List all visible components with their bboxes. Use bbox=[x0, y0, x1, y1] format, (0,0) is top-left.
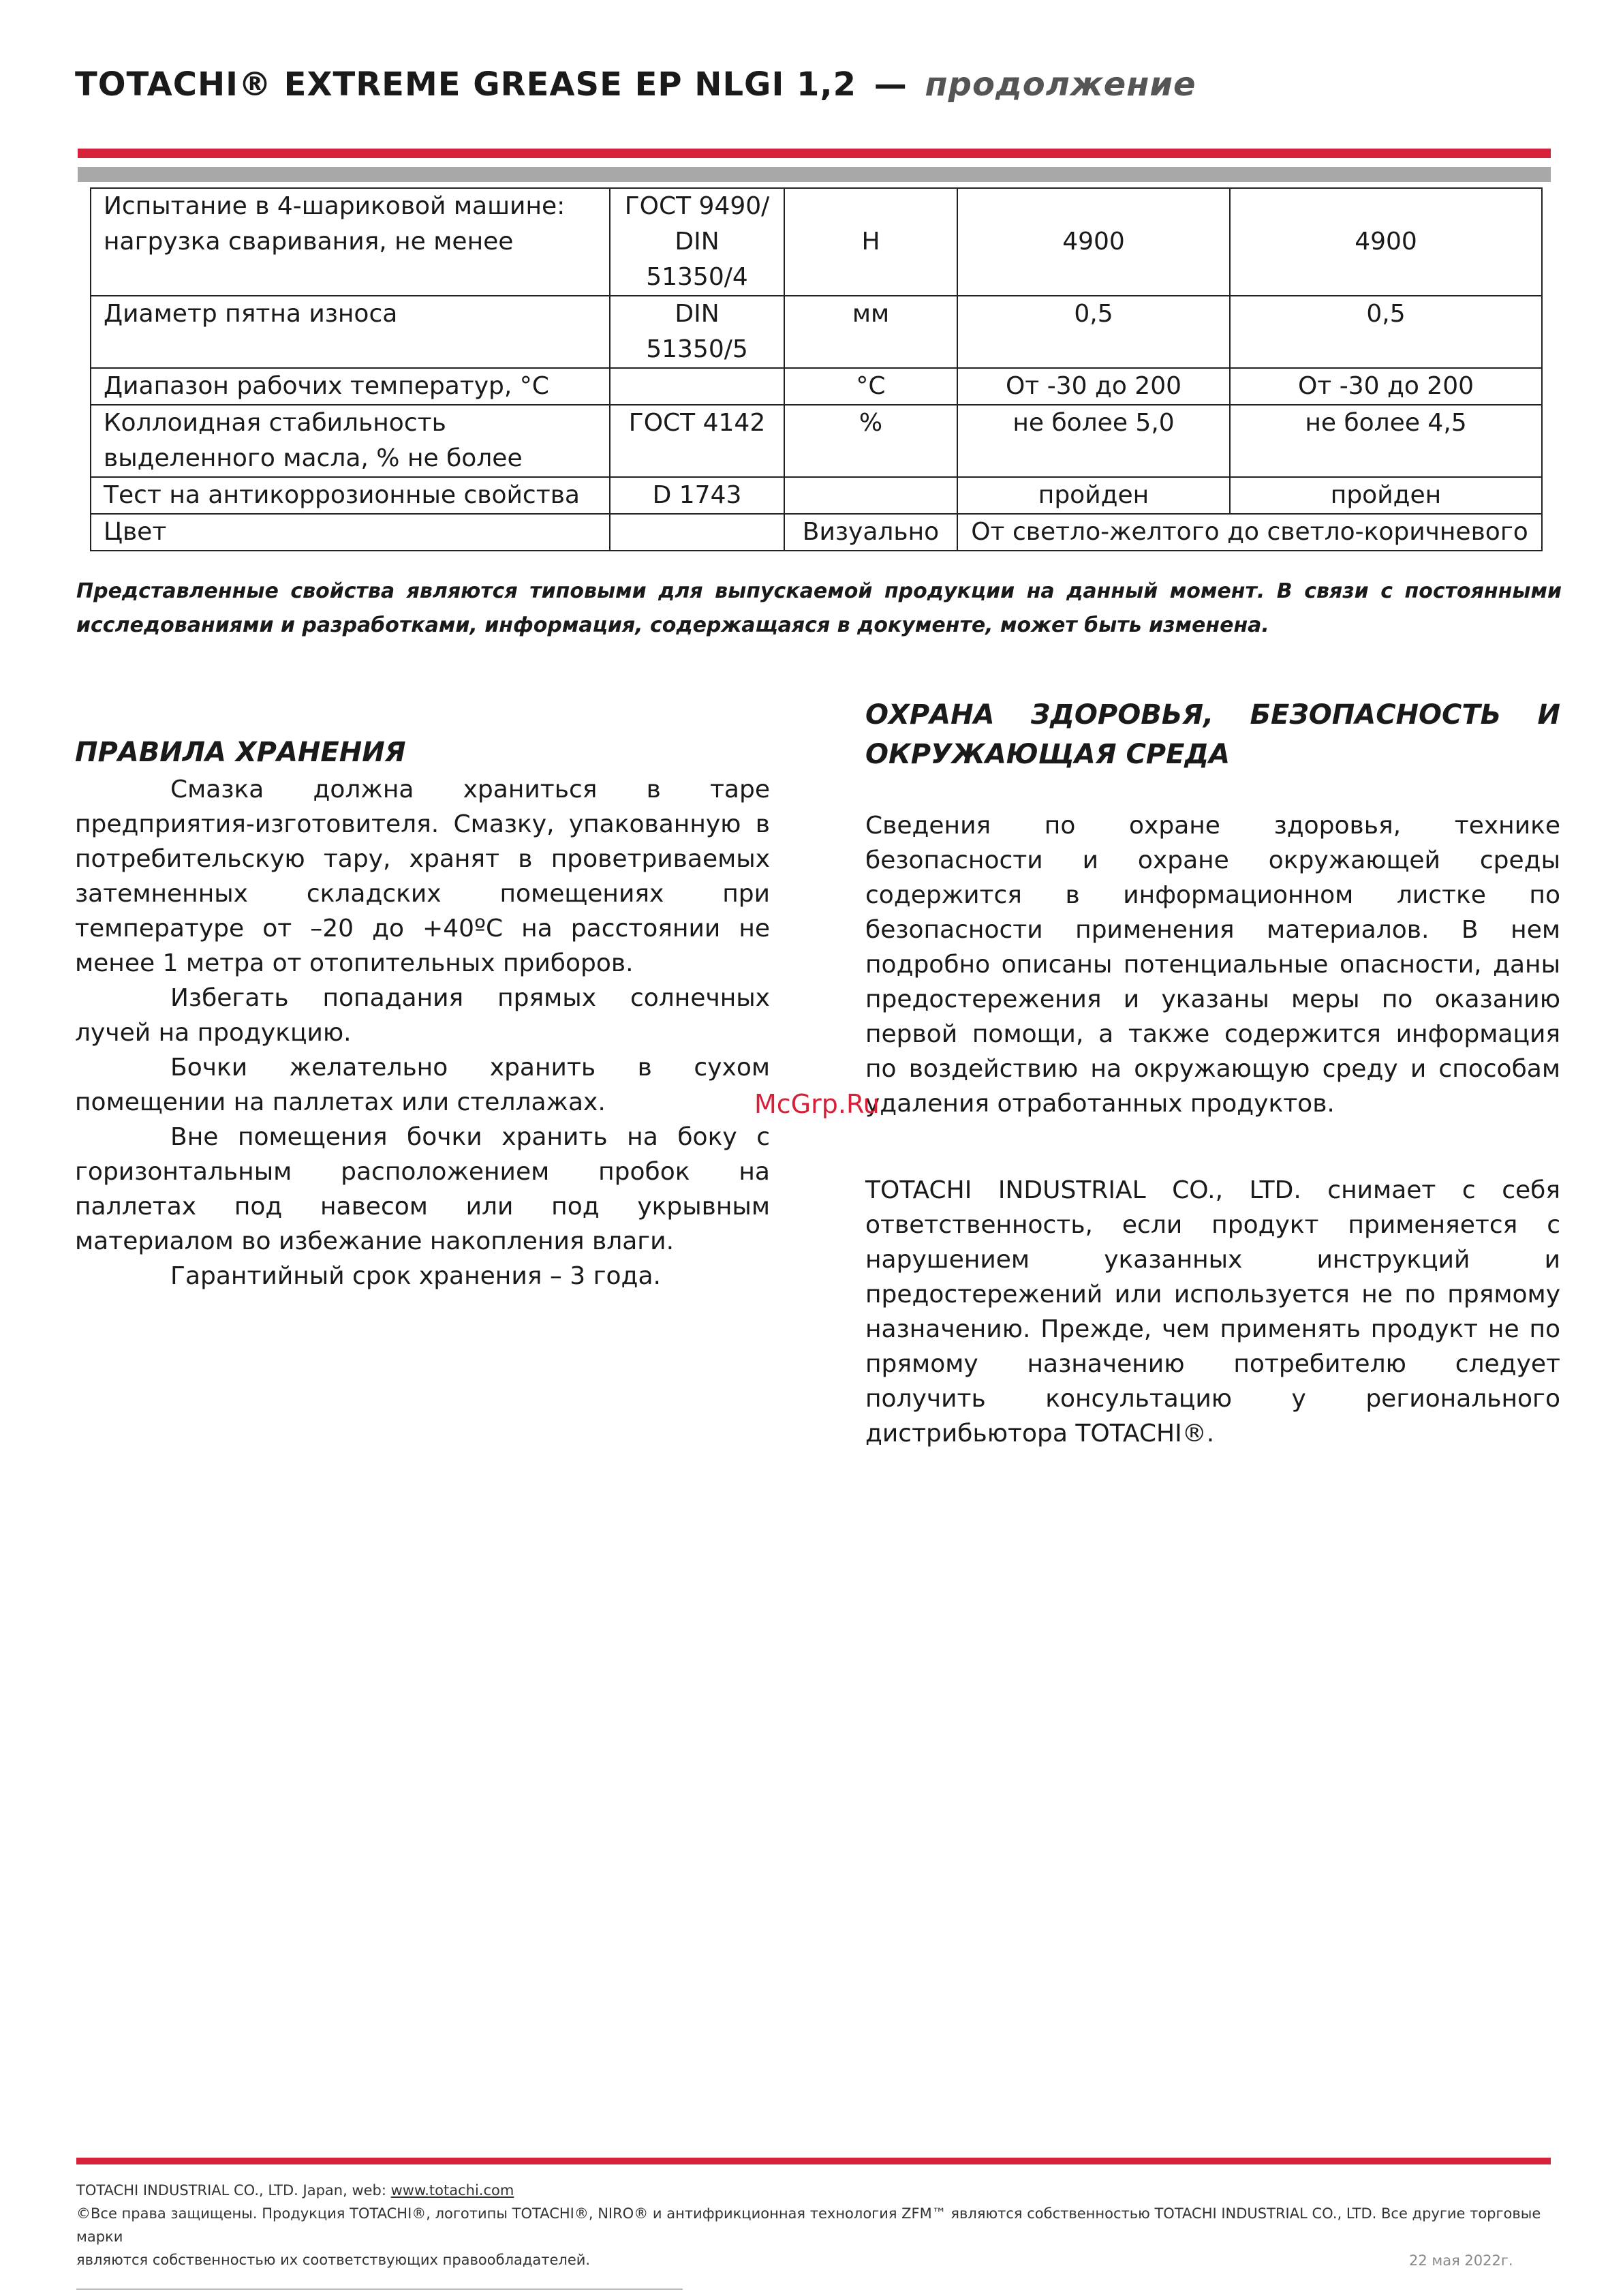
health-heading-line1 bbox=[865, 695, 1560, 735]
cell-line: Испытание в 4-шариковой машине: bbox=[104, 192, 566, 220]
cell-line: выделенного масла, % не более bbox=[104, 444, 523, 472]
header-red-rule bbox=[78, 149, 1551, 158]
method-cell bbox=[610, 188, 784, 296]
footer-red-rule bbox=[76, 2158, 1551, 2164]
cell-line: 51350/4 bbox=[646, 263, 748, 291]
cell-line bbox=[615, 369, 779, 404]
cell-line: ГОСТ 9490/ bbox=[624, 192, 770, 220]
heading-word: И bbox=[1537, 699, 1560, 731]
footer-rights-2: являются собственностью их соответствующих правообладателей. bbox=[76, 2252, 591, 2268]
website-link[interactable]: www.totachi.com bbox=[390, 2182, 514, 2199]
title-dash: — bbox=[874, 65, 908, 104]
table-row bbox=[91, 368, 1542, 405]
document-date: 22 мая 2022г. bbox=[1409, 2252, 1513, 2269]
table-row bbox=[91, 405, 1542, 477]
unit-cell: % bbox=[784, 405, 957, 477]
health-heading bbox=[865, 695, 1560, 774]
param-name-cell: Цвет bbox=[91, 514, 610, 551]
param-name-cell bbox=[91, 188, 610, 296]
cell-line: 51350/5 bbox=[646, 335, 748, 363]
footer-company bbox=[76, 2179, 1562, 2202]
value-nlgi1-cell: 0,5 bbox=[957, 296, 1230, 368]
value-nlgi2-cell: не более 4,5 bbox=[1230, 405, 1542, 477]
disclaimer-note: Представленные свойства являются типовыми для выпускаемой продукции на данный момент. В связи с постоянными исследованиями и разработками, информация, содержащаяся в документе, может быть изменена. bbox=[76, 579, 1562, 637]
health-paragraph: Сведения по охране здоровья, технике безопасности и охране окружающей среды содержится в информационном листке по безопасности применения материалов. В нем подробно описаны потенциальные опасности, даны предостережения и указаны меры по оказанию первой помощи, а также содержится информация по воздействию на окружающую среду и способам удаления отработанных продуктов. bbox=[865, 812, 1560, 1118]
storage-heading: ПРАВИЛА ХРАНЕНИЯ bbox=[75, 737, 406, 768]
bottom-divider bbox=[76, 2289, 683, 2290]
watermark: McGrp.Ru bbox=[754, 1089, 880, 1119]
footer bbox=[76, 2179, 1562, 2271]
color-value-cell: От светло-желтого до светло-коричневого bbox=[957, 514, 1542, 551]
table-row bbox=[91, 514, 1542, 551]
storage-paragraph: Гарантийный срок хранения – 3 года. bbox=[170, 1262, 661, 1290]
cell-line: Диапазон рабочих температур, °С bbox=[104, 372, 549, 400]
footer-rights: ©Все права защищены. Продукция TOTACHI®, логотипы TOTACHI®, NIRO® и антифрикционная технология ZFM™ являются собственностью TOTACHI INDUSTRIAL CO., LTD. Все другие торговые марки bbox=[76, 2205, 1541, 2245]
unit-cell: Визуально bbox=[784, 514, 957, 551]
storage-paragraph: Избегать попадания прямых солнечных лучей на продукцию. bbox=[75, 984, 770, 1047]
health-heading-line2: ОКРУЖАЮЩАЯ СРЕДА bbox=[865, 739, 1231, 770]
method-cell bbox=[610, 405, 784, 477]
storage-section bbox=[75, 733, 770, 1294]
page-title bbox=[75, 65, 1196, 104]
param-name-cell bbox=[91, 296, 610, 368]
header-grey-rule bbox=[78, 167, 1551, 182]
value-nlgi2-cell: От -30 до 200 bbox=[1230, 368, 1542, 405]
title-subtitle: продолжение bbox=[925, 65, 1196, 104]
title-main: TOTACHI® EXTREME GREASE EP NLGI 1,2 bbox=[75, 65, 857, 104]
heading-word: ОХРАНА bbox=[865, 699, 995, 731]
value-nlgi1-cell: не более 5,0 bbox=[957, 405, 1230, 477]
cell-line: нагрузка сваривания, не менее bbox=[104, 228, 514, 256]
storage-paragraph: Вне помещения бочки хранить на боку с горизонтальным расположением пробок на паллетах под навесом или под укрывным материалом во избежание накопления влаги. bbox=[75, 1123, 770, 1255]
value-nlgi2-cell: 4900 bbox=[1230, 188, 1542, 296]
health-section bbox=[865, 695, 1560, 1451]
cell-line: Диаметр пятна износа bbox=[104, 300, 398, 328]
value-nlgi2-cell: 0,5 bbox=[1230, 296, 1542, 368]
cell-line: DIN bbox=[675, 300, 720, 328]
storage-paragraph: Бочки желательно хранить в сухом помещении на паллетах или стеллажах. bbox=[75, 1054, 770, 1116]
method-cell bbox=[610, 296, 784, 368]
value-nlgi1-cell: 4900 bbox=[957, 188, 1230, 296]
param-name-cell bbox=[91, 477, 610, 514]
param-name-cell bbox=[91, 405, 610, 477]
cell-line: Коллоидная стабильность bbox=[104, 409, 446, 437]
cell-line: DIN bbox=[675, 228, 720, 256]
method-cell bbox=[610, 368, 784, 405]
cell-line: ГОСТ 4142 bbox=[628, 409, 766, 437]
liability-paragraph: TOTACHI INDUSTRIAL CO., LTD. снимает с себя ответственность, если продукт применяется с нарушением указанных инструкций и предостережений или используется не по прямому назначению. Прежде, чем применять продукт не по прямому назначению потребителю следует получить консультацию у регионального дистрибьютора TOTACHI®. bbox=[865, 1176, 1560, 1448]
heading-word: БЕЗОПАСНОСТЬ bbox=[1250, 699, 1502, 731]
cell-line: Тест на антикоррозионные свойства bbox=[104, 481, 580, 509]
heading-word: ЗДОРОВЬЯ, bbox=[1030, 699, 1214, 731]
unit-cell bbox=[784, 477, 957, 514]
table-row bbox=[91, 296, 1542, 368]
method-cell bbox=[610, 514, 784, 551]
spec-table bbox=[90, 187, 1543, 551]
method-cell bbox=[610, 477, 784, 514]
unit-cell: °С bbox=[784, 368, 957, 405]
value-nlgi2-cell: пройден bbox=[1230, 477, 1542, 514]
table-row bbox=[91, 477, 1542, 514]
cell-line: D 1743 bbox=[652, 481, 742, 509]
value-nlgi1-cell: От -30 до 200 bbox=[957, 368, 1230, 405]
unit-cell: мм bbox=[784, 296, 957, 368]
footer-company-text: TOTACHI INDUSTRIAL CO., LTD. Japan, web: bbox=[76, 2182, 391, 2199]
value-nlgi1-cell: пройден bbox=[957, 477, 1230, 514]
param-name-cell bbox=[91, 368, 610, 405]
table-row bbox=[91, 188, 1542, 296]
storage-paragraph: Смазка должна храниться в таре предприятия-изготовителя. Смазку, упакованную в потребительскую тару, хранят в проветриваемых затемненных складских помещениях при температуре от –20 до +40ºС на расстоянии не менее 1 метра от отопительных приборов. bbox=[75, 776, 770, 977]
unit-cell: Н bbox=[784, 188, 957, 296]
